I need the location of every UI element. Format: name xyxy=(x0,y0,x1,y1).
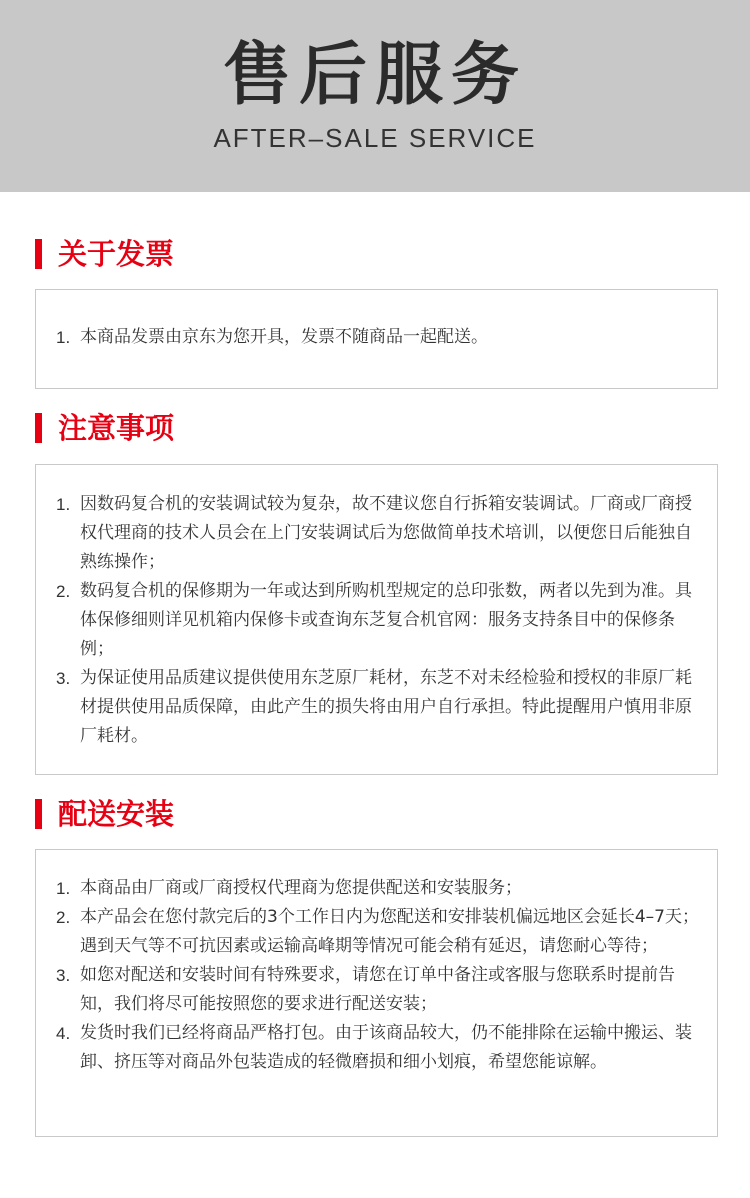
section-marker xyxy=(35,239,42,269)
list-item xyxy=(56,961,699,1019)
item-number: 2. xyxy=(56,908,71,927)
list-item xyxy=(56,323,699,352)
section-box-delivery xyxy=(35,849,718,1137)
item-number: 1. xyxy=(56,879,71,898)
item-text: 因数码复合机的安装调试较为复杂，故不建议您自行拆箱安装调试。厂商或厂商授权代理商的技术人员会在上门安装调试后为您做简单技术培训，以便您日后能独自熟练操作； xyxy=(80,494,692,572)
section-title-invoice: 关于发票 xyxy=(58,237,175,271)
page-subtitle: AFTER–SALE SERVICE xyxy=(213,123,537,153)
item-text: 如您对配送和安装时间有特殊要求，请您在订单中备注或客服与您联系时提前告知，我们将尽可能按照您的要求进行配送安装； xyxy=(80,965,675,1014)
list-item xyxy=(56,903,699,961)
item-text: 发货时我们已经将商品严格打包。由于该商品较大，仍不能排除在运输中搬运、装卸、挤压等对商品外包装造成的轻微磨损和细小划痕，希望您能谅解。 xyxy=(80,1023,692,1072)
page-header xyxy=(0,0,750,192)
item-number: 1. xyxy=(56,495,71,514)
section-title-delivery: 配送安装 xyxy=(58,797,175,831)
section-box-invoice xyxy=(35,289,718,389)
item-number: 3. xyxy=(56,966,71,985)
section-heading-invoice xyxy=(35,238,174,270)
item-text: 为保证使用品质建议提供使用东芝原厂耗材，东芝不对未经检验和授权的非原厂耗材提供使用品质保障，由此产生的损失将由用户自行承担。特此提醒用户慎用非原厂耗材。 xyxy=(80,668,692,746)
item-text: 本商品由厂商或厂商授权代理商为您提供配送和安装服务； xyxy=(80,878,522,898)
item-text: 本产品会在您付款完后的3个工作日内为您配送和安排装机偏远地区会延长4–7天；遇到天气等不可抗因素或运输高峰期等情况可能会稍有延迟，请您耐心等待； xyxy=(80,907,699,956)
page-title: 售后服务 xyxy=(222,36,527,115)
section-heading-delivery xyxy=(35,798,174,830)
list-item xyxy=(56,874,699,903)
list-item xyxy=(56,490,699,577)
section-marker xyxy=(35,799,42,829)
list-item xyxy=(56,664,699,751)
item-number: 4. xyxy=(56,1024,71,1043)
section-box-notes xyxy=(35,464,718,775)
item-text: 数码复合机的保修期为一年或达到所购机型规定的总印张数，两者以先到为准。具体保修细则详见机箱内保修卡或查询东芝复合机官网：服务支持条目中的保修条例； xyxy=(80,581,692,659)
item-number: 1. xyxy=(56,328,71,347)
section-marker xyxy=(35,413,42,443)
list-item xyxy=(56,1019,699,1077)
item-text: 本商品发票由京东为您开具，发票不随商品一起配送。 xyxy=(80,327,488,347)
item-number: 2. xyxy=(56,582,71,601)
list-item xyxy=(56,577,699,664)
section-heading-notes xyxy=(35,412,174,444)
item-number: 3. xyxy=(56,669,71,688)
section-title-notes: 注意事项 xyxy=(58,411,175,445)
